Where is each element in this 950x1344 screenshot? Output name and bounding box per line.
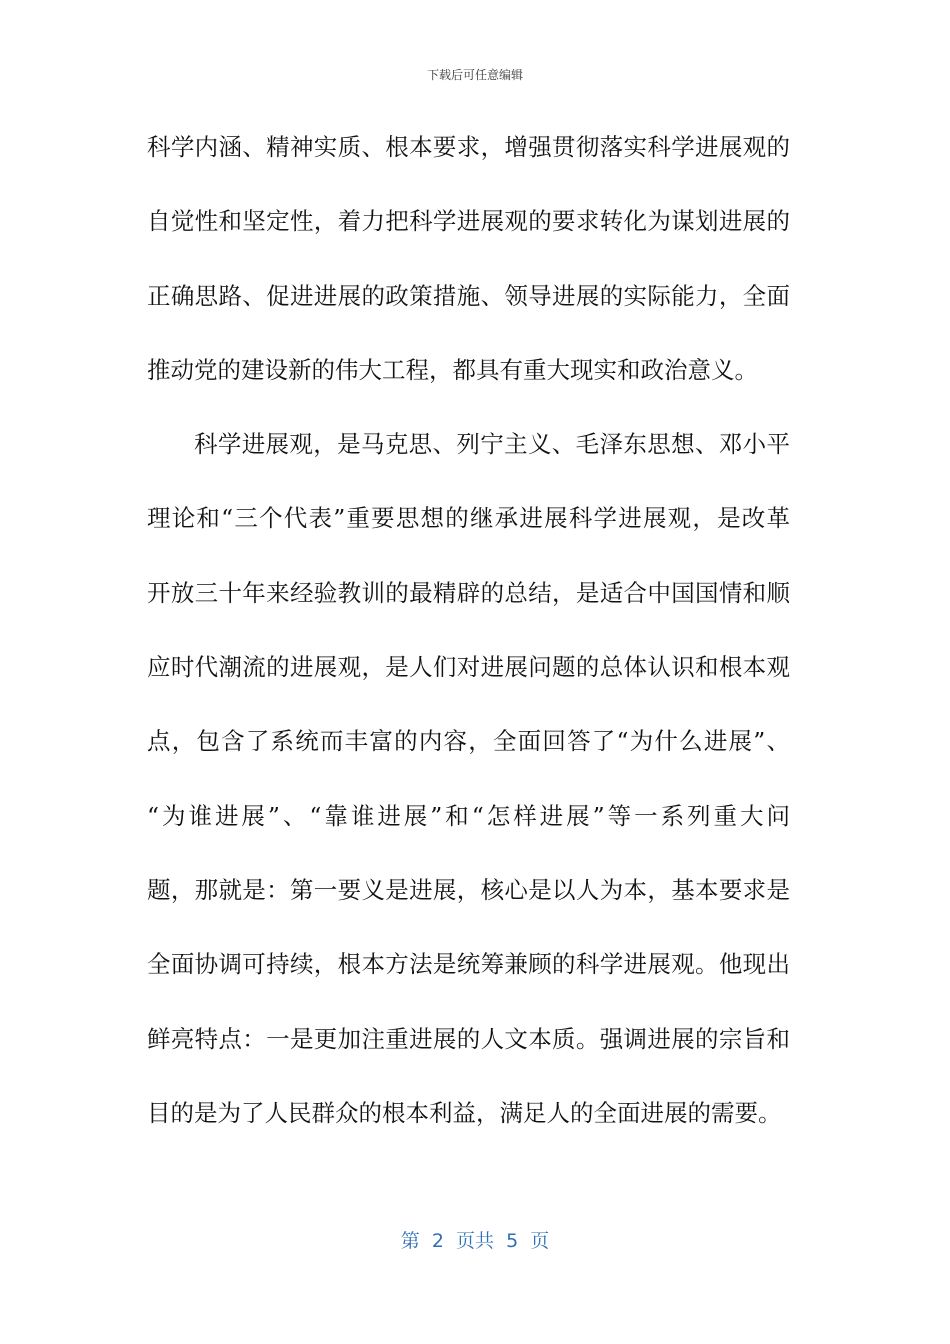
text-line: 理论和“三个代表”重要思想的继承进展科学进展观，是改革 (147, 504, 790, 533)
page-header-note: 下载后可任意编辑 (426, 68, 523, 82)
text-line: 全面协调可持续，根本方法是统筹兼顾的科学进展观。他现出 (147, 950, 790, 979)
text-line: 点，包含了系统而丰富的内容，全面回答了“为什么进展”、 (147, 727, 790, 756)
text-line: 题，那就是：第一要义是进展，核心是以人为本，基本要求是 (147, 875, 790, 904)
text-line: 自觉性和坚定性，着力把科学进展观的要求转化为谋划进展的 (147, 207, 790, 236)
text-line: 开放三十年来经验教训的最精辟的总结，是适合中国国情和顺 (147, 578, 790, 607)
text-line: 目的是为了人民群众的根本利益，满足人的全面进展的需要。 (147, 1098, 782, 1127)
text-line: 应时代潮流的进展观，是人们对进展问题的总体认识和根本观 (147, 653, 790, 682)
page-number-footer: 第 2 页共 5 页 (400, 1230, 550, 1252)
text-line: 正确思路、促进进展的政策措施、领导进展的实际能力，全面 (147, 281, 790, 310)
text-line: “为谁进展”、“靠谁进展”和“怎样进展”等一系列重大问 (147, 801, 790, 830)
text-line: 科学内涵、精神实质、根本要求，增强贯彻落实科学进展观的 (147, 133, 790, 161)
text-line: 鲜亮特点：一是更加注重进展的人文本质。强调进展的宗旨和 (147, 1024, 790, 1053)
text-line: 推动党的建设新的伟大工程，都具有重大现实和政治意义。 (147, 355, 758, 384)
document-body (147, 110, 790, 1150)
text-line-paragraph-start: 科学进展观，是马克思、列宁主义、毛泽东思想、邓小平 (194, 430, 790, 459)
